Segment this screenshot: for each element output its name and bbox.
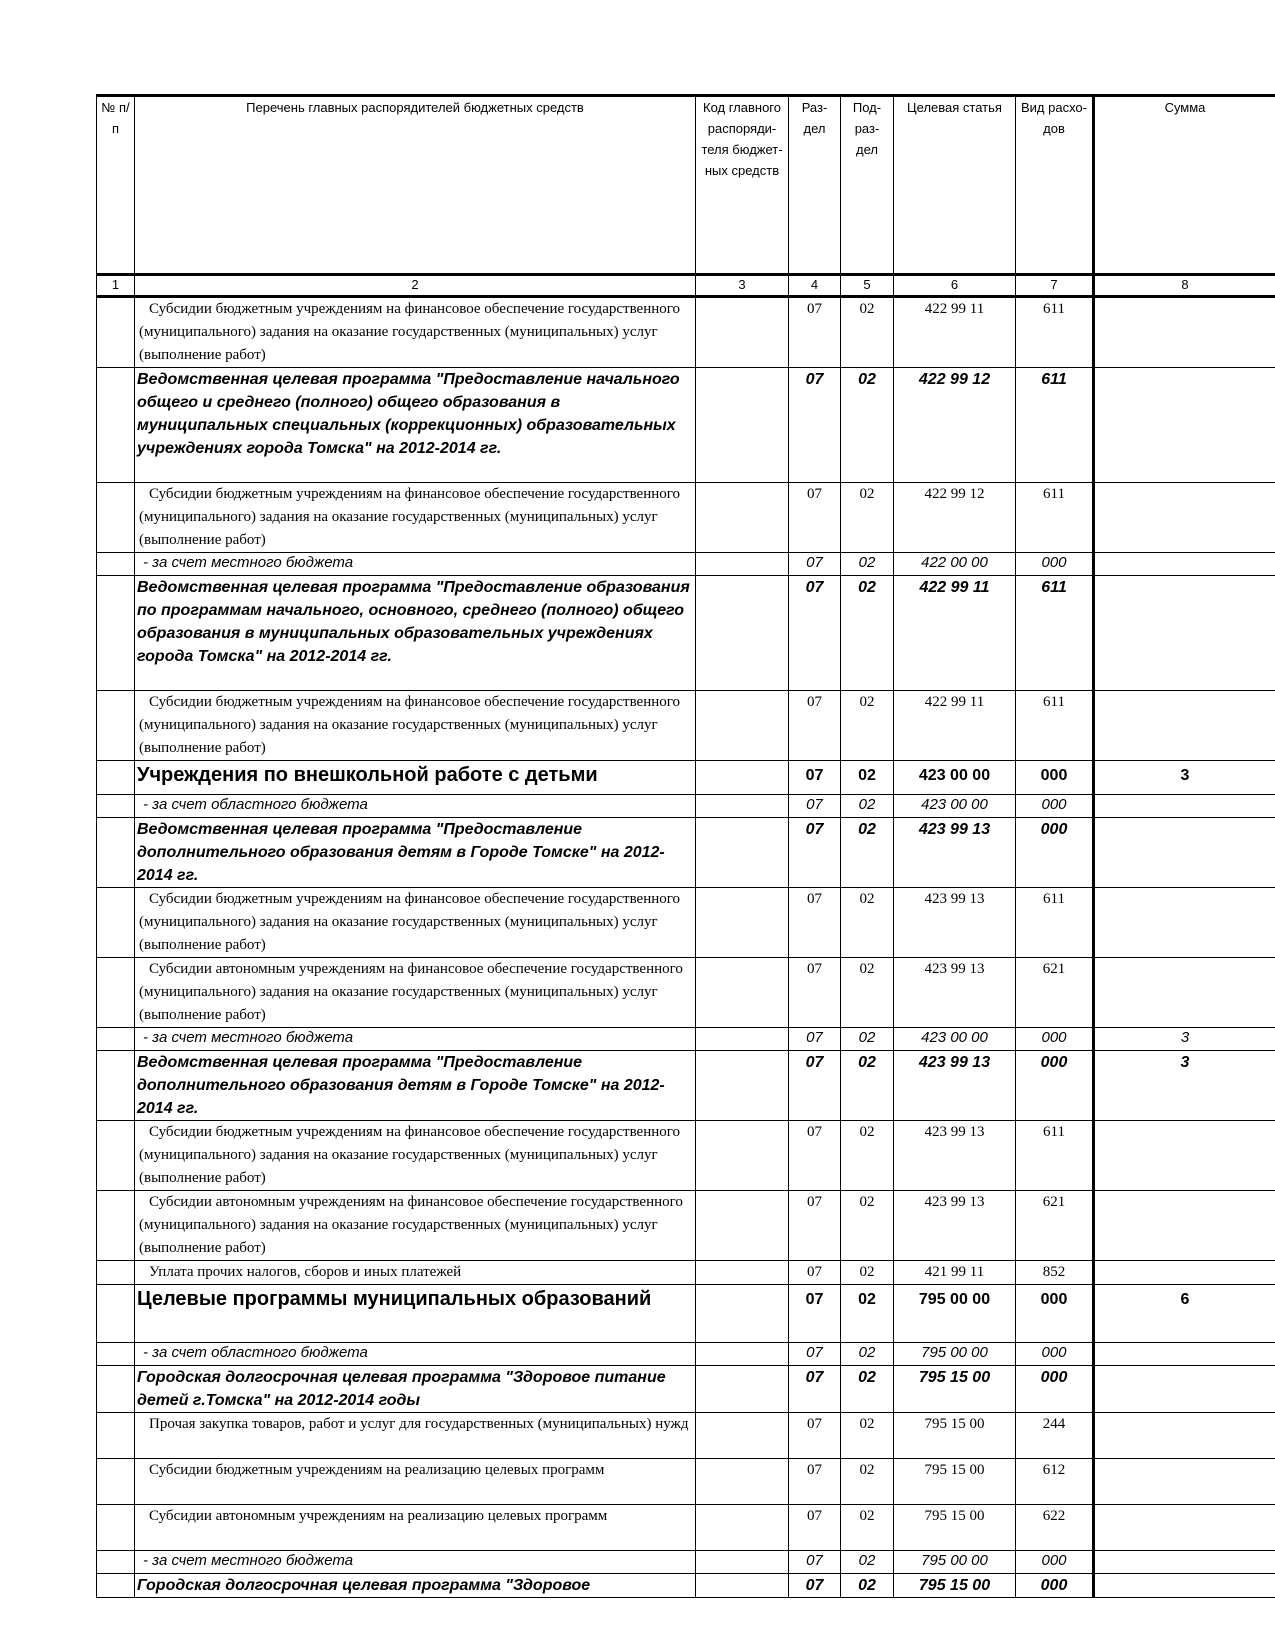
target-article-code: 421 99 11 bbox=[894, 1261, 1016, 1285]
row-description: Городская долгосрочная целевая программа "Здоровое bbox=[135, 1574, 696, 1598]
row-description: - за счет областного бюджета bbox=[135, 1343, 696, 1366]
subsection-code: 02 bbox=[841, 1551, 894, 1574]
expense-type-code: 000 bbox=[1016, 1366, 1094, 1413]
subsection-code: 02 bbox=[841, 958, 894, 1028]
target-article-code: 422 99 11 bbox=[894, 691, 1016, 761]
subsection-code: 02 bbox=[841, 553, 894, 576]
distributor-code bbox=[696, 1505, 789, 1551]
target-article-code: 423 99 13 bbox=[894, 958, 1016, 1028]
subsection-code: 02 bbox=[841, 1191, 894, 1261]
row-description: Ведомственная целевая программа "Предоставление образования по программам начального, основного, среднего (полного) общего образования в муниципальных образовательных учреждениях города Томска" на 2012-2014 гг. bbox=[135, 576, 696, 691]
row-description: Учреждения по внешкольной работе с детьми bbox=[135, 761, 696, 795]
table-row bbox=[97, 1551, 1275, 1574]
subsection-code: 02 bbox=[841, 818, 894, 888]
amount-value bbox=[1094, 576, 1275, 691]
distributor-code bbox=[696, 1343, 789, 1366]
target-article-code: 795 15 00 bbox=[894, 1459, 1016, 1505]
amount-value bbox=[1094, 888, 1275, 958]
distributor-code bbox=[696, 958, 789, 1028]
target-article-code: 422 99 11 bbox=[894, 297, 1016, 368]
target-article-code: 422 00 00 bbox=[894, 553, 1016, 576]
distributor-code bbox=[696, 1028, 789, 1051]
section-code: 07 bbox=[789, 1459, 841, 1505]
expense-type-code: 000 bbox=[1016, 1285, 1094, 1343]
table-row bbox=[97, 1051, 1275, 1121]
amount-value: 3 bbox=[1094, 761, 1275, 795]
number-cell bbox=[97, 818, 135, 888]
subsection-code: 02 bbox=[841, 1343, 894, 1366]
header-distributor-code: Код главного распоряди- теля бюджет- ных средств bbox=[696, 96, 789, 275]
amount-value bbox=[1094, 1343, 1275, 1366]
number-cell bbox=[97, 1191, 135, 1261]
amount-value bbox=[1094, 1459, 1275, 1505]
amount-value bbox=[1094, 818, 1275, 888]
number-cell bbox=[97, 483, 135, 553]
subsection-code: 02 bbox=[841, 483, 894, 553]
target-article-code: 795 00 00 bbox=[894, 1285, 1016, 1343]
table-row bbox=[97, 761, 1275, 795]
row-description: Субсидии бюджетным учреждениям на реализацию целевых программ bbox=[135, 1459, 696, 1505]
subsection-code: 02 bbox=[841, 1413, 894, 1459]
column-number: 4 bbox=[789, 275, 841, 297]
distributor-code bbox=[696, 1574, 789, 1598]
number-cell bbox=[97, 1121, 135, 1191]
table-row bbox=[97, 576, 1275, 691]
subsection-code: 02 bbox=[841, 1121, 894, 1191]
section-code: 07 bbox=[789, 691, 841, 761]
section-code: 07 bbox=[789, 795, 841, 818]
column-number: 1 bbox=[97, 275, 135, 297]
header-distributors: Перечень главных распорядителей бюджетных средств bbox=[135, 96, 696, 275]
number-cell bbox=[97, 958, 135, 1028]
table-row bbox=[97, 1505, 1275, 1551]
table-row bbox=[97, 1343, 1275, 1366]
distributor-code bbox=[696, 1191, 789, 1261]
amount-value: 3 bbox=[1094, 1028, 1275, 1051]
section-code: 07 bbox=[789, 576, 841, 691]
row-description: Субсидии автономным учреждениям на реализацию целевых программ bbox=[135, 1505, 696, 1551]
expense-type-code: 612 bbox=[1016, 1459, 1094, 1505]
amount-value bbox=[1094, 691, 1275, 761]
row-description: Субсидии бюджетным учреждениям на финансовое обеспечение государственного (муниципального) задания на оказание государственных (муниципальных) услуг (выполнение работ) bbox=[135, 297, 696, 368]
subsection-code: 02 bbox=[841, 1505, 894, 1551]
number-cell bbox=[97, 553, 135, 576]
table-row bbox=[97, 1459, 1275, 1505]
target-article-code: 423 00 00 bbox=[894, 761, 1016, 795]
amount-value bbox=[1094, 1366, 1275, 1413]
number-cell bbox=[97, 1261, 135, 1285]
expense-type-code: 611 bbox=[1016, 888, 1094, 958]
header-subsection: Под- раз- дел bbox=[841, 96, 894, 275]
target-article-code: 423 99 13 bbox=[894, 888, 1016, 958]
row-description: Субсидии бюджетным учреждениям на финансовое обеспечение государственного (муниципального) задания на оказание государственных (муниципальных) услуг (выполнение работ) bbox=[135, 1121, 696, 1191]
section-code: 07 bbox=[789, 1191, 841, 1261]
distributor-code bbox=[696, 553, 789, 576]
row-description: - за счет областного бюджета bbox=[135, 795, 696, 818]
distributor-code bbox=[696, 1261, 789, 1285]
distributor-code bbox=[696, 1285, 789, 1343]
expense-type-code: 000 bbox=[1016, 795, 1094, 818]
target-article-code: 795 15 00 bbox=[894, 1413, 1016, 1459]
table-row bbox=[97, 1285, 1275, 1343]
amount-value bbox=[1094, 483, 1275, 553]
row-description: Ведомственная целевая программа "Предоставление дополнительного образования детям в Городе Томске" на 2012-2014 гг. bbox=[135, 1051, 696, 1121]
target-article-code: 423 99 13 bbox=[894, 1051, 1016, 1121]
row-description: Целевые программы муниципальных образований bbox=[135, 1285, 696, 1343]
distributor-code bbox=[696, 576, 789, 691]
subsection-code: 02 bbox=[841, 761, 894, 795]
number-cell bbox=[97, 368, 135, 483]
amount-value bbox=[1094, 1261, 1275, 1285]
expense-type-code: 621 bbox=[1016, 1191, 1094, 1261]
section-code: 07 bbox=[789, 1051, 841, 1121]
table-row bbox=[97, 483, 1275, 553]
expense-type-code: 621 bbox=[1016, 958, 1094, 1028]
section-code: 07 bbox=[789, 368, 841, 483]
section-code: 07 bbox=[789, 297, 841, 368]
distributor-code bbox=[696, 795, 789, 818]
row-description: - за счет местного бюджета bbox=[135, 1028, 696, 1051]
table-row bbox=[97, 1121, 1275, 1191]
header-amount: Сумма bbox=[1094, 96, 1275, 275]
section-code: 07 bbox=[789, 1285, 841, 1343]
expense-type-code: 244 bbox=[1016, 1413, 1094, 1459]
number-cell bbox=[97, 1413, 135, 1459]
header-number: № п/п bbox=[97, 96, 135, 275]
distributor-code bbox=[696, 1413, 789, 1459]
distributor-code bbox=[696, 297, 789, 368]
target-article-code: 422 99 12 bbox=[894, 483, 1016, 553]
distributor-code bbox=[696, 483, 789, 553]
row-description: Субсидии бюджетным учреждениям на финансовое обеспечение государственного (муниципального) задания на оказание государственных (муниципальных) услуг (выполнение работ) bbox=[135, 483, 696, 553]
expense-type-code: 622 bbox=[1016, 1505, 1094, 1551]
table-row bbox=[97, 1366, 1275, 1413]
section-code: 07 bbox=[789, 958, 841, 1028]
amount-value bbox=[1094, 795, 1275, 818]
table-row bbox=[97, 1191, 1275, 1261]
distributor-code bbox=[696, 761, 789, 795]
number-cell bbox=[97, 1028, 135, 1051]
section-code: 07 bbox=[789, 1343, 841, 1366]
section-code: 07 bbox=[789, 888, 841, 958]
expense-type-code: 611 bbox=[1016, 297, 1094, 368]
column-number: 5 bbox=[841, 275, 894, 297]
column-number: 7 bbox=[1016, 275, 1094, 297]
target-article-code: 422 99 12 bbox=[894, 368, 1016, 483]
number-cell bbox=[97, 761, 135, 795]
number-cell bbox=[97, 1574, 135, 1598]
number-cell bbox=[97, 576, 135, 691]
row-description: Субсидии автономным учреждениям на финансовое обеспечение государственного (муниципального) задания на оказание государственных (муниципальных) услуг (выполнение работ) bbox=[135, 958, 696, 1028]
number-cell bbox=[97, 795, 135, 818]
target-article-code: 422 99 11 bbox=[894, 576, 1016, 691]
section-code: 07 bbox=[789, 1121, 841, 1191]
subsection-code: 02 bbox=[841, 795, 894, 818]
expense-type-code: 000 bbox=[1016, 1551, 1094, 1574]
number-cell bbox=[97, 1051, 135, 1121]
expense-type-code: 852 bbox=[1016, 1261, 1094, 1285]
subsection-code: 02 bbox=[841, 576, 894, 691]
row-description: - за счет местного бюджета bbox=[135, 553, 696, 576]
number-cell bbox=[97, 1285, 135, 1343]
amount-value bbox=[1094, 1505, 1275, 1551]
expense-type-code: 611 bbox=[1016, 1121, 1094, 1191]
expense-type-code: 000 bbox=[1016, 1051, 1094, 1121]
subsection-code: 02 bbox=[841, 1459, 894, 1505]
distributor-code bbox=[696, 888, 789, 958]
section-code: 07 bbox=[789, 1413, 841, 1459]
row-description: - за счет местного бюджета bbox=[135, 1551, 696, 1574]
target-article-code: 795 15 00 bbox=[894, 1505, 1016, 1551]
table-row bbox=[97, 1413, 1275, 1459]
subsection-code: 02 bbox=[841, 1574, 894, 1598]
target-article-code: 423 00 00 bbox=[894, 795, 1016, 818]
amount-value bbox=[1094, 1551, 1275, 1574]
expense-type-code: 000 bbox=[1016, 818, 1094, 888]
table-row bbox=[97, 1261, 1275, 1285]
expense-type-code: 611 bbox=[1016, 483, 1094, 553]
distributor-code bbox=[696, 1459, 789, 1505]
amount-value bbox=[1094, 368, 1275, 483]
number-cell bbox=[97, 297, 135, 368]
section-code: 07 bbox=[789, 1574, 841, 1598]
target-article-code: 423 99 13 bbox=[894, 1121, 1016, 1191]
subsection-code: 02 bbox=[841, 1051, 894, 1121]
row-description: Субсидии бюджетным учреждениям на финансовое обеспечение государственного (муниципального) задания на оказание государственных (муниципальных) услуг (выполнение работ) bbox=[135, 691, 696, 761]
amount-value bbox=[1094, 553, 1275, 576]
section-code: 07 bbox=[789, 761, 841, 795]
row-description: Уплата прочих налогов, сборов и иных платежей bbox=[135, 1261, 696, 1285]
expense-type-code: 000 bbox=[1016, 761, 1094, 795]
distributor-code bbox=[696, 818, 789, 888]
amount-value bbox=[1094, 1574, 1275, 1598]
subsection-code: 02 bbox=[841, 368, 894, 483]
distributor-code bbox=[696, 691, 789, 761]
expense-type-code: 611 bbox=[1016, 691, 1094, 761]
row-description: Ведомственная целевая программа "Предоставление начального общего и среднего (полного) общего образования в муниципальных специальных (коррекционных) образовательных учреждениях города Томска" на 2012-2014 гг. bbox=[135, 368, 696, 483]
target-article-code: 795 15 00 bbox=[894, 1366, 1016, 1413]
distributor-code bbox=[696, 368, 789, 483]
column-number: 2 bbox=[135, 275, 696, 297]
target-article-code: 423 99 13 bbox=[894, 818, 1016, 888]
header-target-article: Целевая статья bbox=[894, 96, 1016, 275]
header-section: Раз- дел bbox=[789, 96, 841, 275]
number-cell bbox=[97, 888, 135, 958]
table-row bbox=[97, 795, 1275, 818]
expense-type-code: 611 bbox=[1016, 368, 1094, 483]
column-number: 3 bbox=[696, 275, 789, 297]
distributor-code bbox=[696, 1551, 789, 1574]
expense-type-code: 000 bbox=[1016, 553, 1094, 576]
number-cell bbox=[97, 1459, 135, 1505]
amount-value bbox=[1094, 1413, 1275, 1459]
target-article-code: 423 99 13 bbox=[894, 1191, 1016, 1261]
column-number-row bbox=[97, 275, 1275, 297]
expense-type-code: 000 bbox=[1016, 1574, 1094, 1598]
table-row bbox=[97, 691, 1275, 761]
subsection-code: 02 bbox=[841, 691, 894, 761]
row-description: Субсидии бюджетным учреждениям на финансовое обеспечение государственного (муниципального) задания на оказание государственных (муниципальных) услуг (выполнение работ) bbox=[135, 888, 696, 958]
table-row bbox=[97, 368, 1275, 483]
number-cell bbox=[97, 1505, 135, 1551]
amount-value bbox=[1094, 1121, 1275, 1191]
section-code: 07 bbox=[789, 1261, 841, 1285]
section-code: 07 bbox=[789, 1028, 841, 1051]
row-description: Ведомственная целевая программа "Предоставление дополнительного образования детям в Городе Томске" на 2012-2014 гг. bbox=[135, 818, 696, 888]
target-article-code: 795 15 00 bbox=[894, 1574, 1016, 1598]
subsection-code: 02 bbox=[841, 1261, 894, 1285]
table-row bbox=[97, 1574, 1275, 1598]
amount-value bbox=[1094, 1191, 1275, 1261]
row-description: Прочая закупка товаров, работ и услуг для государственных (муниципальных) нужд bbox=[135, 1413, 696, 1459]
row-description: Городская долгосрочная целевая программа "Здоровое питание детей г.Томска" на 2012-2014 годы bbox=[135, 1366, 696, 1413]
section-code: 07 bbox=[789, 553, 841, 576]
distributor-code bbox=[696, 1051, 789, 1121]
header-expense-type: Вид расхо- дов bbox=[1016, 96, 1094, 275]
table-row bbox=[97, 1028, 1275, 1051]
column-number: 8 bbox=[1094, 275, 1275, 297]
table-body bbox=[97, 297, 1275, 1598]
target-article-code: 795 00 00 bbox=[894, 1343, 1016, 1366]
section-code: 07 bbox=[789, 483, 841, 553]
section-code: 07 bbox=[789, 1366, 841, 1413]
subsection-code: 02 bbox=[841, 1285, 894, 1343]
number-cell bbox=[97, 1366, 135, 1413]
subsection-code: 02 bbox=[841, 888, 894, 958]
budget-document bbox=[96, 94, 1275, 1598]
table-row bbox=[97, 958, 1275, 1028]
subsection-code: 02 bbox=[841, 1366, 894, 1413]
number-cell bbox=[97, 691, 135, 761]
table-row bbox=[97, 553, 1275, 576]
distributor-code bbox=[696, 1366, 789, 1413]
section-code: 07 bbox=[789, 1551, 841, 1574]
amount-value: 6 bbox=[1094, 1285, 1275, 1343]
target-article-code: 423 00 00 bbox=[894, 1028, 1016, 1051]
expense-type-code: 000 bbox=[1016, 1343, 1094, 1366]
subsection-code: 02 bbox=[841, 1028, 894, 1051]
column-number: 6 bbox=[894, 275, 1016, 297]
expense-type-code: 611 bbox=[1016, 576, 1094, 691]
section-code: 07 bbox=[789, 1505, 841, 1551]
distributor-code bbox=[696, 1121, 789, 1191]
table-header-row bbox=[97, 96, 1275, 275]
amount-value bbox=[1094, 297, 1275, 368]
number-cell bbox=[97, 1551, 135, 1574]
section-code: 07 bbox=[789, 818, 841, 888]
budget-table bbox=[96, 94, 1275, 1598]
expense-type-code: 000 bbox=[1016, 1028, 1094, 1051]
row-description: Субсидии автономным учреждениям на финансовое обеспечение государственного (муниципального) задания на оказание государственных (муниципальных) услуг (выполнение работ) bbox=[135, 1191, 696, 1261]
table-row bbox=[97, 297, 1275, 368]
table-row bbox=[97, 818, 1275, 888]
target-article-code: 795 00 00 bbox=[894, 1551, 1016, 1574]
amount-value bbox=[1094, 958, 1275, 1028]
table-row bbox=[97, 888, 1275, 958]
subsection-code: 02 bbox=[841, 297, 894, 368]
number-cell bbox=[97, 1343, 135, 1366]
amount-value: 3 bbox=[1094, 1051, 1275, 1121]
